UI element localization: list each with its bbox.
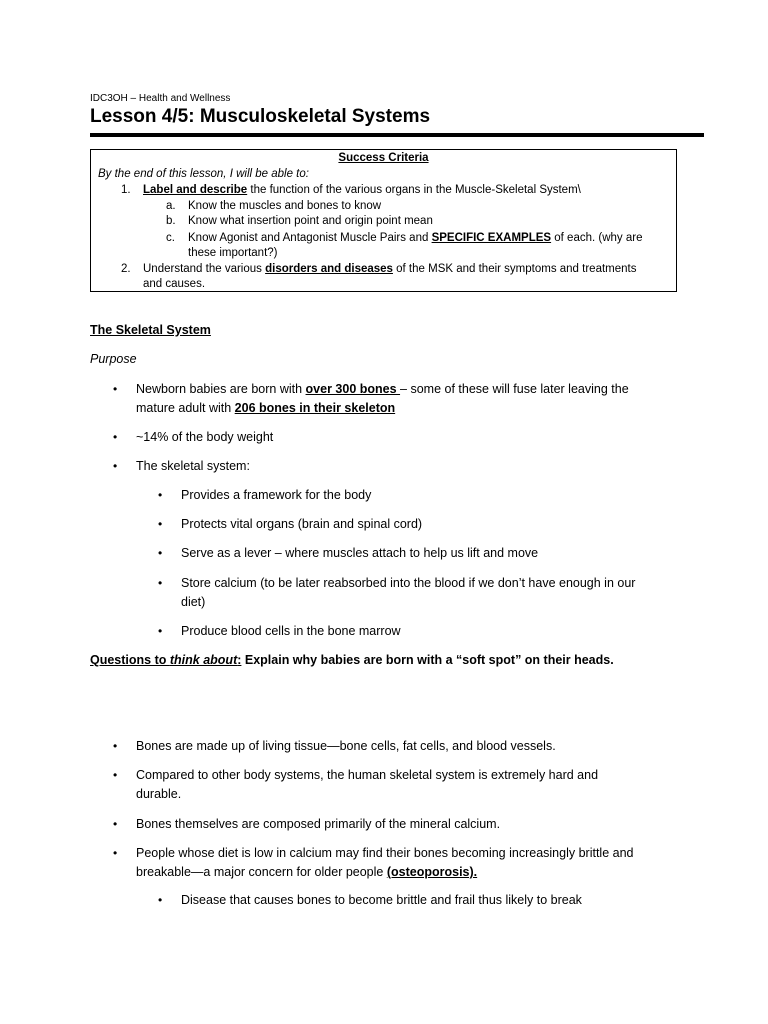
criteria-item1-text: the function of the various organs in the Muscle-Skeletal System\ — [247, 184, 581, 196]
list-item-low-calcium — [136, 844, 706, 882]
criteria-sub-b: Know what insertion point and origin point mean — [188, 215, 433, 227]
success-criteria-title: Success Criteria — [338, 152, 429, 164]
low-calcium-line1: People whose diet is low in calcium may find their bones becoming increasingly brittle and — [136, 846, 634, 860]
bullet-icon: • — [113, 846, 118, 860]
sub-item-lever: Serve as a lever – where muscles attach to help us lift and move — [181, 546, 539, 560]
list-item-calcium-mineral: Bones themselves are composed primarily of the mineral calcium. — [136, 817, 501, 831]
criteria-item2-bold: disorders and diseases — [265, 263, 393, 275]
criteria-sub-c-bold: SPECIFIC EXAMPLES — [431, 232, 552, 244]
question-prompt — [90, 651, 614, 670]
question-colon: : — [237, 653, 242, 667]
criteria-item2-post: of the MSK and their symptoms and treatments — [392, 263, 637, 275]
bullet-icon: • — [158, 517, 163, 531]
title-rule — [90, 133, 704, 137]
question-italic: think about — [169, 653, 238, 667]
newborn-line2: mature adult with — [136, 401, 235, 415]
durable-line2: durable. — [136, 787, 182, 801]
question-text: Explain why babies are born with a “soft spot” on their heads. — [241, 653, 614, 667]
bullet-icon: • — [113, 739, 118, 753]
course-label: IDC3OH – Health and Wellness — [90, 93, 231, 104]
criteria-sub-c-letter: c. — [166, 232, 175, 244]
sub-item-blood-cells: Produce blood cells in the bone marrow — [181, 624, 401, 638]
success-criteria-intro: By the end of this lesson, I will be able to: — [98, 168, 309, 180]
sub-item-framework: Provides a framework for the body — [181, 488, 372, 502]
low-calcium-line2: breakable—a major concern for older people — [136, 865, 387, 879]
bullet-icon: • — [158, 624, 163, 638]
criteria-sub-c-line2: these important?) — [188, 247, 278, 259]
list-item-weight: ~14% of the body weight — [136, 430, 274, 444]
criteria-sub-a: Know the muscles and bones to know — [188, 200, 382, 212]
criteria-sub-c-pre: Know Agonist and Antagonist Muscle Pairs and — [188, 232, 432, 244]
criteria-sub-a-letter: a. — [166, 200, 176, 212]
newborn-bold1: over 300 bones — [305, 382, 401, 396]
newborn-bold2: 206 bones in their skeleton — [234, 401, 396, 415]
bullet-icon: • — [113, 430, 118, 444]
criteria-item2-number: 2. — [121, 263, 131, 275]
criteria-sub-c — [188, 232, 642, 244]
criteria-item1 — [143, 184, 581, 196]
criteria-sub-b-letter: b. — [166, 215, 176, 227]
page-title: Lesson 4/5: Musculoskeletal Systems — [90, 106, 431, 127]
list-item-newborn — [136, 380, 696, 418]
list-item-skeletal-system: The skeletal system: — [136, 459, 250, 473]
bullet-icon: • — [158, 576, 163, 590]
sub-item-osteoporosis-def: Disease that causes bones to become brittle and frail thus likely to break — [181, 893, 582, 907]
bullet-icon: • — [113, 768, 118, 782]
criteria-item1-number: 1. — [121, 184, 131, 196]
sub-item-protects: Protects vital organs (brain and spinal cord) — [181, 517, 423, 531]
success-criteria-box — [90, 149, 677, 292]
criteria-item2-pre: Understand the various — [143, 263, 266, 275]
criteria-item1-bold: Label and describe — [143, 184, 248, 196]
bullet-icon: • — [113, 459, 118, 473]
calcium-line2: diet) — [181, 595, 206, 609]
list-item-durable — [136, 766, 696, 804]
bullet-icon: • — [158, 893, 163, 907]
newborn-mid: – some of these will fuse later leaving the — [400, 382, 629, 396]
criteria-item2 — [143, 263, 636, 275]
durable-line1: Compared to other body systems, the human skeletal system is extremely hard and — [136, 768, 599, 782]
calcium-line1: Store calcium (to be later reabsorbed into the blood if we don’t have enough in our — [181, 576, 636, 590]
sub-item-calcium — [181, 574, 691, 612]
section-heading: The Skeletal System — [90, 323, 211, 337]
newborn-pre: Newborn babies are born with — [136, 382, 306, 396]
osteoporosis-term: (osteoporosis). — [386, 865, 478, 879]
bullet-icon: • — [113, 817, 118, 831]
criteria-sub-c-post: of each. (why are — [551, 232, 643, 244]
question-pre: Questions to — [90, 653, 170, 667]
bullet-icon: • — [113, 382, 118, 396]
purpose-subheading: Purpose — [90, 352, 137, 366]
bullet-icon: • — [158, 546, 163, 560]
list-item-living-tissue: Bones are made up of living tissue—bone cells, fat cells, and blood vessels. — [136, 739, 556, 753]
criteria-item2-line2: and causes. — [143, 278, 206, 290]
bullet-icon: • — [158, 488, 163, 502]
